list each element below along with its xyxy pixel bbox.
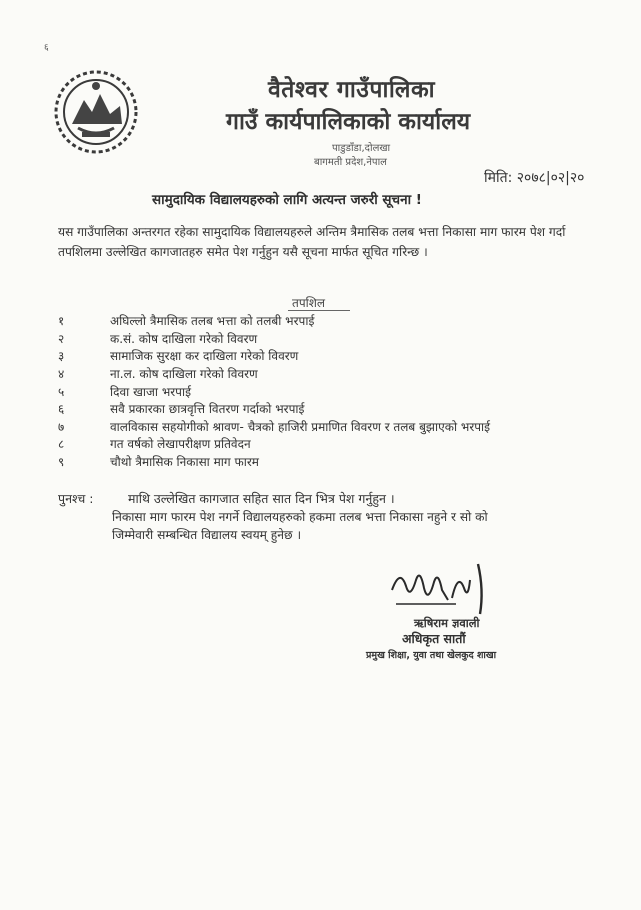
postscript-label: पुनश्च : — [58, 491, 94, 506]
list-item-text: सवै प्रकारका छात्रवृत्ति वितरण गर्दाको भरपाई — [110, 402, 305, 417]
list-item — [58, 400, 598, 418]
list-item-number: ६ — [58, 402, 65, 417]
list-item-text: चौथो त्रैमासिक निकासा माग फारम — [110, 455, 259, 470]
list-item-text: ना.ल. कोष दाखिला गरेको विवरण — [110, 367, 258, 382]
body-paragraph: यस गाउँपालिका अन्तरगत रहेका सामुदायिक विद्यालयहरुले अन्तिम त्रैमासिक तलब भत्ता निकासा माग फारम पेश गर्दा तपशिलमा उल्लेखित कागजातहरु समेत पेश गर्नुहुन यसै सूचना मार्फत सूचित गरिन्छ । — [58, 225, 566, 259]
list-item-number: ८ — [58, 437, 65, 452]
handwritten-signature — [386, 560, 496, 616]
list-item — [58, 330, 598, 348]
signatory-name: ऋषिराम ज्ञवाली — [414, 616, 480, 630]
list-item-text: अघिल्लो त्रैमासिक तलब भत्ता को तलबी भरपाई — [110, 314, 315, 329]
address-line-1: पाडुडाँडा,दोलखा — [332, 143, 391, 154]
list-item-number: ४ — [58, 367, 65, 382]
postscript-line-1: माथि उल्लेखित कागजात सहित सात दिन भित्र पेश गर्नुहुन । — [128, 491, 395, 506]
list-item — [58, 418, 598, 436]
list-item-number: ७ — [58, 419, 65, 434]
postscript-line-2: निकासा माग फारम पेश नगर्ने विद्यालयहरुको हकमा तलब भत्ता निकासा नहुने र सो को — [112, 510, 488, 524]
list-item-number: १ — [58, 314, 65, 329]
list-item-number: ५ — [58, 384, 65, 399]
list-item-text: गत वर्षको लेखापरीक्षण प्रतिवेदन — [110, 437, 251, 452]
corner-mark: ६ — [44, 43, 49, 53]
list-item — [58, 347, 598, 365]
list-item-text: दिवा खाजा भरपाई — [110, 384, 191, 399]
list-item-text: क.सं. कोष दाखिला गरेको विवरण — [110, 331, 258, 346]
office-subtitle: गाउँ कार्यपालिकाको कार्यालय — [226, 109, 471, 135]
tapsil-heading: तपशिल — [292, 296, 326, 310]
document-list — [58, 312, 598, 470]
signatory-title: अधिकृत सातौं — [402, 631, 466, 646]
list-item-number: २ — [58, 331, 65, 346]
list-item — [58, 365, 598, 383]
signatory-department: प्रमुख शिक्षा, युवा तथा खेलकुद शाखा — [366, 650, 497, 661]
notice-date: मिति: २०७८|०२|२० — [484, 170, 585, 186]
office-title: वैतेश्वर गाउँपालिका — [268, 77, 436, 103]
list-item — [58, 312, 598, 330]
address-line-2: बागमती प्रदेश,नेपाल — [314, 157, 387, 168]
list-item-number: ९ — [58, 455, 65, 470]
list-item — [58, 382, 598, 400]
list-item-text: सामाजिक सुरक्षा कर दाखिला गरेको विवरण — [110, 349, 299, 364]
list-item-text: वालविकास सहयोगीको श्रावण- चैत्रको हाजिरी प्रमाणित विवरण र तलब बुझाएको भरपाई — [110, 419, 491, 434]
list-item — [58, 453, 598, 471]
list-item-number: ३ — [58, 349, 65, 364]
tapsil-underline — [288, 310, 350, 311]
notice-subject: सामुदायिक विद्यालयहरुको लागि अत्यन्त जरुरी सूचना ! — [152, 192, 422, 208]
nepal-emblem-logo — [52, 66, 140, 158]
list-item — [58, 435, 598, 453]
postscript-line-3: जिम्मेवारी सम्बन्धित विद्यालय स्वयम् हुनेछ । — [112, 528, 302, 542]
